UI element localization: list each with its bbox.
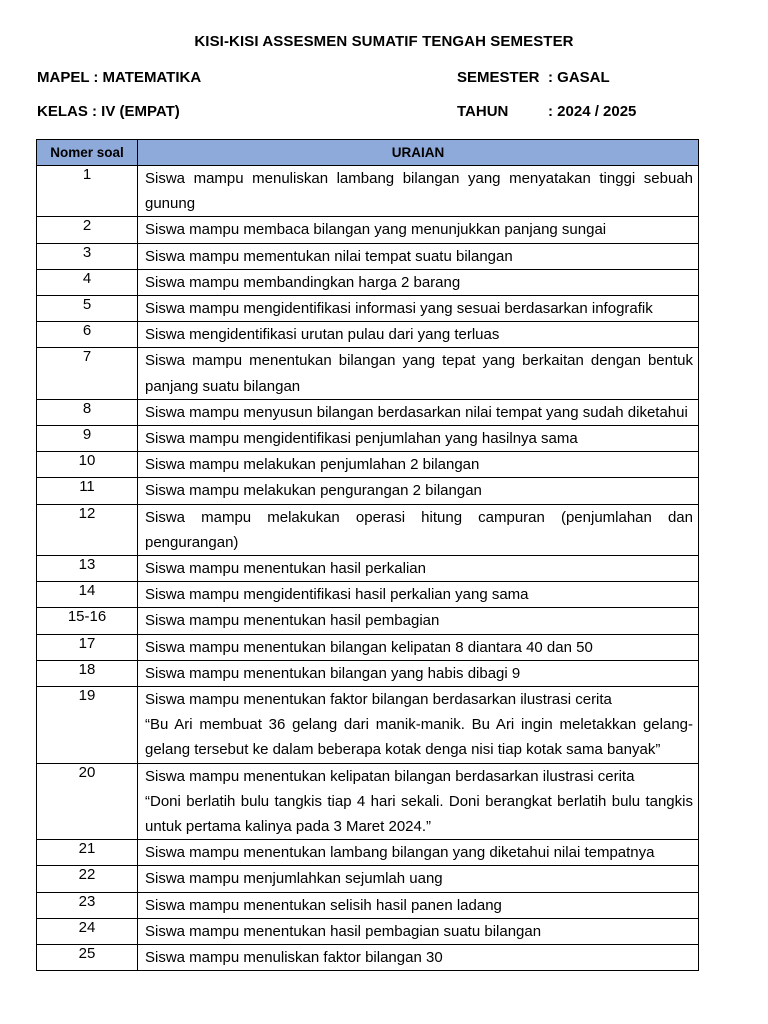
question-description: [138, 426, 699, 452]
description-line: Siswa mampu menentukan bilangan kelipatan 8 diantara 40 dan 50: [145, 638, 593, 656]
table-row: [37, 426, 699, 452]
question-number: 12: [37, 504, 138, 555]
question-number: 24: [37, 918, 138, 944]
description-line: Siswa mampu menuliskan faktor bilangan 30: [145, 949, 443, 967]
question-number: 13: [37, 556, 138, 582]
question-description: [138, 296, 699, 322]
question-description: [138, 687, 699, 764]
class-field: KELAS : IV (EMPAT): [37, 103, 180, 120]
semester-value: : GASAL: [548, 69, 610, 86]
question-number: 14: [37, 582, 138, 608]
description-line: Siswa mampu mengidentifikasi penjumlahan yang hasilnya sama: [145, 430, 578, 448]
description-line: Siswa mampu menentukan bilangan yang habis dibagi 9: [145, 664, 521, 682]
question-description: [138, 866, 699, 892]
question-description: [138, 166, 699, 217]
description-line: Siswa mampu mengidentifikasi hasil perkalian yang sama: [145, 586, 529, 604]
question-description: [138, 660, 699, 686]
question-description: [138, 634, 699, 660]
question-description: [138, 478, 699, 504]
table-row: [37, 634, 699, 660]
question-description: [138, 269, 699, 295]
year-value: : 2024 / 2025: [548, 103, 637, 120]
description-line: Siswa mampu menentukan hasil pembagian suatu bilangan: [145, 922, 542, 940]
table-row: [37, 866, 699, 892]
description-line: Siswa mampu melakukan penjumlahan 2 bilangan: [145, 456, 480, 474]
table-row: [37, 892, 699, 918]
question-description: [138, 399, 699, 425]
description-line: Siswa mampu menentukan selisih hasil panen ladang: [145, 896, 502, 914]
table-row: [37, 918, 699, 944]
table-row: [37, 556, 699, 582]
question-description: [138, 243, 699, 269]
table-row: [37, 945, 699, 971]
table-row: [37, 840, 699, 866]
specification-table: [36, 139, 699, 971]
question-description: [138, 840, 699, 866]
question-number: 20: [37, 763, 138, 840]
description-line: Siswa mampu menjumlahkan sejumlah uang: [145, 870, 443, 888]
question-number: 1: [37, 166, 138, 217]
question-number: 25: [37, 945, 138, 971]
question-description: [138, 918, 699, 944]
question-description: [138, 892, 699, 918]
question-description: [138, 504, 699, 555]
question-number: 2: [37, 217, 138, 243]
question-number: 15-16: [37, 608, 138, 634]
question-description: [138, 217, 699, 243]
question-number: 6: [37, 322, 138, 348]
subject-field: MAPEL : MATEMATIKA: [37, 69, 202, 86]
table-row: [37, 399, 699, 425]
description-line: Siswa mampu menentukan hasil pembagian: [145, 612, 440, 630]
question-number: 4: [37, 269, 138, 295]
question-number: 8: [37, 399, 138, 425]
question-description: [138, 322, 699, 348]
document-title: KISI-KISI ASSESMEN SUMATIF TENGAH SEMESTER: [194, 33, 574, 50]
description-line: “Doni berlatih bulu tangkis tiap 4 hari sekali. Doni berangkat berlatih bulu tangkis untuk pertama kalinya pada 3 Maret 2024.”: [145, 792, 693, 836]
table-row: [37, 478, 699, 504]
description-line: Siswa mampu menentukan faktor bilangan berdasarkan ilustrasi cerita: [145, 691, 612, 709]
description-line: Siswa mampu menuliskan lambang bilangan yang menyatakan tinggi sebuah gunung: [145, 170, 693, 213]
question-description: [138, 348, 699, 399]
question-number: 19: [37, 687, 138, 764]
question-description: [138, 556, 699, 582]
description-line: Siswa mampu menentukan lambang bilangan yang diketahui nilai tempatnya: [145, 844, 655, 862]
description-line: Siswa mengidentifikasi urutan pulau dari yang terluas: [145, 326, 500, 344]
table-body: [37, 166, 699, 971]
question-number: 11: [37, 478, 138, 504]
question-description: [138, 608, 699, 634]
table-row: [37, 504, 699, 555]
question-description: [138, 763, 699, 840]
description-line: Siswa mampu membandingkan harga 2 barang: [145, 273, 461, 291]
description-line: Siswa mampu melakukan operasi hitung campuran (penjumlahan dan pengurangan): [145, 508, 693, 551]
table-row: [37, 269, 699, 295]
table-row: [37, 687, 699, 764]
question-number: 21: [37, 840, 138, 866]
table-row: [37, 660, 699, 686]
table-row: [37, 763, 699, 840]
description-line: Siswa mampu menentukan bilangan yang tepat yang berkaitan dengan bentuk panjang suatu bilangan: [145, 352, 693, 395]
question-number: 22: [37, 866, 138, 892]
description-line: Siswa mampu membaca bilangan yang menunjukkan panjang sungai: [145, 221, 607, 239]
description-line: Siswa mampu mengidentifikasi informasi yang sesuai berdasarkan infografik: [145, 300, 653, 318]
question-description: [138, 582, 699, 608]
question-number: 3: [37, 243, 138, 269]
description-line: Siswa mampu menentukan kelipatan bilangan berdasarkan ilustrasi cerita: [145, 767, 635, 785]
question-number: 17: [37, 634, 138, 660]
question-description: [138, 452, 699, 478]
table-row: [37, 348, 699, 399]
question-number: 10: [37, 452, 138, 478]
table-row: [37, 296, 699, 322]
question-number: 23: [37, 892, 138, 918]
table-row: [37, 452, 699, 478]
question-number: 7: [37, 348, 138, 399]
question-number: 5: [37, 296, 138, 322]
question-number: 9: [37, 426, 138, 452]
question-number: 18: [37, 660, 138, 686]
table-row: [37, 243, 699, 269]
description-line: Siswa mampu melakukan pengurangan 2 bilangan: [145, 482, 482, 500]
column-header-number: Nomer soal: [37, 140, 138, 166]
description-line: Siswa mampu menentukan hasil perkalian: [145, 560, 426, 578]
column-header-description: URAIAN: [138, 140, 699, 166]
semester-label: SEMESTER: [457, 69, 540, 86]
year-label: TAHUN: [457, 103, 509, 120]
table-header-row: [37, 140, 699, 166]
table-row: [37, 608, 699, 634]
table-row: [37, 166, 699, 217]
question-description: [138, 945, 699, 971]
description-line: “Bu Ari membuat 36 gelang dari manik-manik. Bu Ari ingin meletakkan gelang-gelang tersebut ke dalam beberapa kotak denga nisi tiap kotak sama banyak”: [145, 716, 693, 759]
description-line: Siswa mampu menyusun bilangan berdasarkan nilai tempat yang sudah diketahui: [145, 403, 688, 421]
table-row: [37, 217, 699, 243]
description-line: Siswa mampu mementukan nilai tempat suatu bilangan: [145, 247, 513, 265]
table-row: [37, 582, 699, 608]
table-row: [37, 322, 699, 348]
